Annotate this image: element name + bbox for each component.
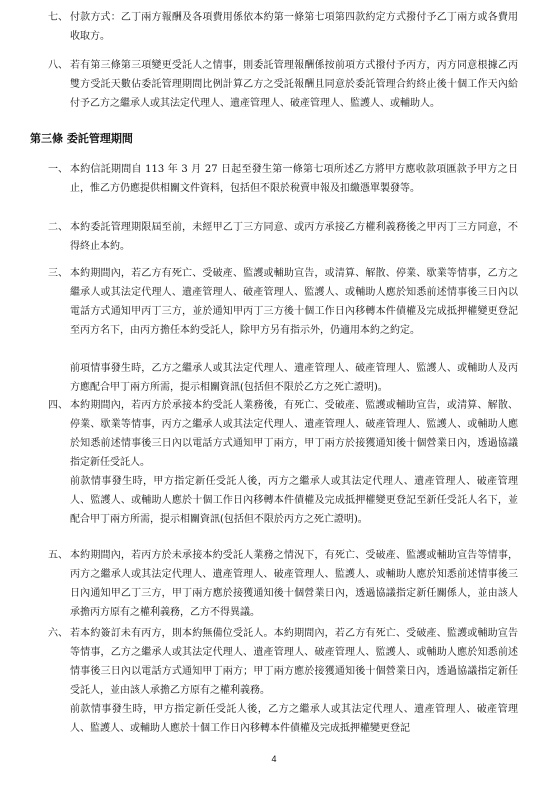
article3-item-3-paragraph <box>48 359 518 397</box>
item-text: 付款方式：乙丁兩方報酬及各項費用係依本約第一條第七項第四款約定方式撥付予乙丁兩方或各費用收取方。 <box>70 12 518 42</box>
article3-item-4-paragraph <box>48 472 518 529</box>
item-text: 本約信託期間自 113 年 3 月 27 日起至發生第一條第七項所述乙方將甲方應收款項匯款予甲方之日止，惟乙方仍應提供相關文件資料，包括但不限於稅賣申報及扣繳憑單製發等。 <box>70 164 518 194</box>
article3-item-6 <box>48 624 518 700</box>
article2-item-8 <box>48 56 518 113</box>
item-text: 本約委託管理期限屆至前，未經甲乙丁三方同意、或丙方承接乙方權利義務後之甲丙丁三方同意，不得終止本約。 <box>70 222 518 252</box>
article3-item-4 <box>48 396 518 472</box>
article3-item-1 <box>48 160 518 198</box>
item-text: 本約期間內，若丙方於承接本約受託人業務後，有死亡、受破產、監護或輔助宣告，或清算、解散、停業、歇業等情事，丙方之繼承人或其法定代理人、遺產管理人、破產管理人、監護人、或輔助人應於知悉前述情事後三日內以電話方式通知甲丁兩方，甲丁兩方於接獲通知後十個營業日內，透過協議指定新任受託人。 <box>70 400 518 468</box>
item-number: 二、 <box>48 222 68 233</box>
article3-item-3 <box>48 264 518 340</box>
item-text: 若有第三條第三項變更受託人之情事，則委託管理報酬係按前項方式撥付予丙方，丙方同意根據乙丙雙方受託天數佔委託管理期間比例計算乙方之受託報酬且同意於委託管理合約終止後十個工作天內給付予乙方之繼承人或其法定代理人、遺產管理人、破產管理人、監護人、或輔助人。 <box>70 60 518 109</box>
item-number: 八、 <box>48 60 68 71</box>
item-text: 前款情事發生時，甲方指定新任受託人後，丙方之繼承人或其法定代理人、遺產管理人、破產管理人、監護人、或輔助人應於十個工作日內移轉本件債權及完成抵押權變更登記至新任受託人名下，並配合甲丁兩方所需，提示相關資訊(包括但不限於丙方之死亡證明)。 <box>70 476 518 525</box>
item-text: 本約期間內，若乙方有死亡、受破產、監護或輔助宣告，或清算、解散、停業、歇業等情事，乙方之繼承人或其法定代理人、遺產管理人、破產管理人、監護人、或輔助人應於知悉前述情事後三日內以電話方式通知甲丙丁三方，並於通知甲丙丁三方後十個工作日內移轉本件債權及完成抵押權變更登記至丙方名下，由丙方擔任本約受託人，除甲方另有指示外，仍適用本約之約定。 <box>70 268 518 336</box>
item-number: 四、 <box>48 400 68 411</box>
section-title: 第三條 委託管理期間 <box>30 132 133 145</box>
article3-item-6-paragraph <box>48 700 518 738</box>
item-number: 五、 <box>48 550 68 561</box>
item-text: 若本約簽訂未有丙方，則本約無備位受託人。本約期間內，若乙方有死亡、受破產、監護或輔助宣告等情事，乙方之繼承人或其法定代理人、遺產管理人、破產管理人、監護人、或輔助人應於知悉前述情事後三日內以電話方式通知甲丁兩方；甲丁兩方應於接獲通知後十個營業日內，透過協議指定新任受託人，並由該人承擔乙方原有之權利義務。 <box>70 628 518 696</box>
item-number: 七、 <box>48 12 68 23</box>
item-text: 前款情事發生時，甲方指定新任受託人後，乙方之繼承人或其法定代理人、遺產管理人、破產管理人、監護人、或輔助人應於十個工作日內移轉本件債權及完成抵押權變更登記 <box>70 704 518 734</box>
item-number: 六、 <box>48 628 68 639</box>
page-number: 4 <box>271 754 277 764</box>
item-text: 本約期間內，若丙方於未承接本約受託人業務之情況下，有死亡、受破產、監護或輔助宣告等情事，丙方之繼承人或其法定代理人、遺產管理人、破產管理人、監護人、或輔助人應於知悉前述情事後三日內通知甲乙丁三方，甲丁兩方應於接獲通知後十個營業日內，透過協議指定新任關係人，並由該人承擔丙方原有之權利義務，乙方不得異議。 <box>70 550 518 618</box>
article3-item-2 <box>48 218 518 256</box>
item-text: 前項情事發生時，乙方之繼承人或其法定代理人、遺產管理人、破產管理人、監護人、或輔助人及丙方應配合甲丁兩方所需，提示相關資訊(包括但不限於乙方之死亡證明)。 <box>70 363 518 393</box>
item-number: 一、 <box>48 164 68 175</box>
article2-item-7 <box>48 8 518 46</box>
item-number: 三、 <box>48 268 68 279</box>
article3-item-5 <box>48 546 518 622</box>
